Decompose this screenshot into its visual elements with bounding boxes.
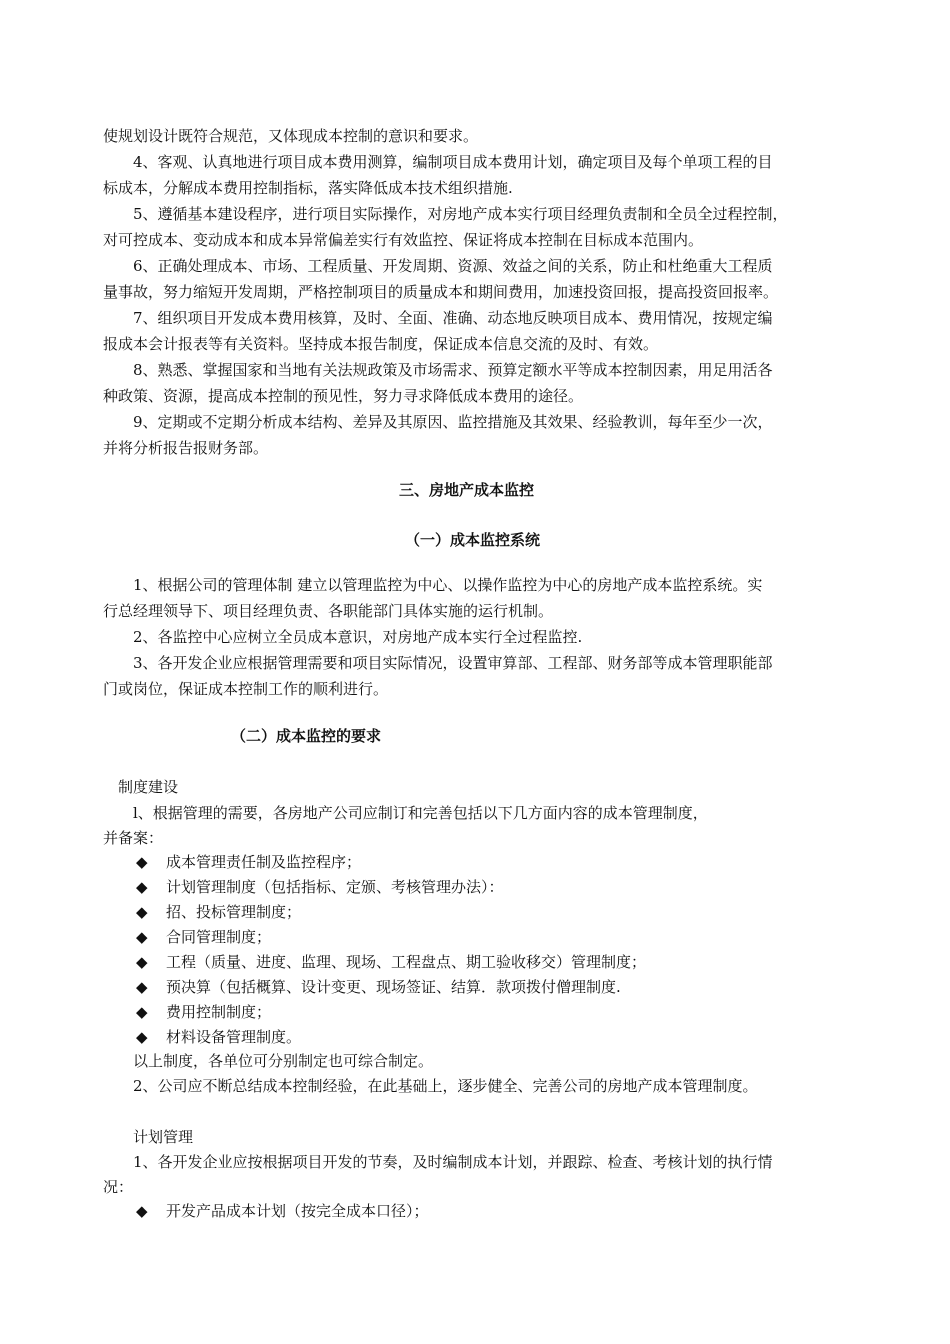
paragraph-line: 量事故，努力缩短开发周期，严格控制项目的质量成本和期间费用，加速投资回报，提高投资回报率。 bbox=[103, 283, 779, 301]
list-item: ◆ 工程（质量、进度、监理、现场、工程盘点、期工验收移交）管理制度； bbox=[136, 950, 646, 975]
paragraph-line: l、根据管理的需要，各房地产公司应制订和完善包括以下几方面内容的成本管理制度， bbox=[133, 804, 708, 822]
paragraph-line: 以上制度，各单位可分别制定也可综合制定。 bbox=[133, 1052, 434, 1070]
paragraph-line: 况： bbox=[103, 1178, 134, 1196]
list-item: ◆ 合同管理制度； bbox=[136, 925, 271, 950]
diamond-bullet-icon: ◆ bbox=[136, 1028, 148, 1046]
diamond-bullet-icon: ◆ bbox=[136, 878, 148, 896]
paragraph-line: 标成本，分解成本费用控制指标，落实降低成本技术组织措施. bbox=[103, 179, 513, 197]
diamond-bullet-icon: ◆ bbox=[136, 1003, 148, 1021]
paragraph-line: 门或岗位，保证成本控制工作的顺利进行。 bbox=[103, 680, 389, 698]
paragraph-line: 报成本会计报表等有关资料。坚持成本报告制度，保证成本信息交流的及时、有效。 bbox=[103, 335, 659, 353]
paragraph-line: 使规划设计既符合规范，又体现成本控制的意识和要求。 bbox=[103, 127, 479, 145]
list-item: ◆ 开发产品成本计划（按完全成本口径）； bbox=[136, 1199, 429, 1224]
paragraph-line: 1、各开发企业应按根据项目开发的节奏，及时编制成本计划，并跟踪、检查、考核计划的执行情 bbox=[133, 1153, 773, 1171]
diamond-bullet-icon: ◆ bbox=[136, 928, 148, 946]
diamond-bullet-icon: ◆ bbox=[136, 903, 148, 921]
subsection-heading: （二）成本监控的要求 bbox=[231, 727, 382, 745]
paragraph-line: 7、组织项目开发成本费用核算，及时、全面、准确、动态地反映项目成本、费用情况，按规定编 bbox=[133, 309, 773, 327]
subsection-label: 计划管理 bbox=[133, 1128, 194, 1146]
subsection-heading: （一）成本监控系统 bbox=[405, 531, 541, 549]
diamond-bullet-icon: ◆ bbox=[136, 853, 148, 871]
paragraph-line: 并备案： bbox=[103, 829, 164, 847]
paragraph-line: 4、客观、认真地进行项目成本费用测算，编制项目成本费用计划，确定项目及每个单项工程的目 bbox=[133, 153, 773, 171]
list-item: ◆ 费用控制制度； bbox=[136, 1000, 271, 1025]
paragraph-line: 5、遵循基本建设程序，进行项目实际操作，对房地产成本实行项目经理负责制和全员全过程控制， bbox=[133, 205, 788, 223]
paragraph-line: 9、定期或不定期分析成本结构、差异及其原因、监控措施及其效果、经验教训，每年至少一次， bbox=[133, 413, 773, 431]
paragraph-line: 行总经理领导下、项目经理负责、各职能部门具体实施的运行机制。 bbox=[103, 602, 554, 620]
paragraph-line: 2、公司应不断总结成本控制经验，在此基础上，逐步健全、完善公司的房地产成本管理制度。 bbox=[133, 1077, 758, 1095]
list-item: ◆ 材料设备管理制度。 bbox=[136, 1025, 301, 1050]
diamond-bullet-icon: ◆ bbox=[136, 978, 148, 996]
paragraph-line: 1、根据公司的管理体制 建立以管理监控为中心、以操作监控为中心的房地产成本监控系统。实 bbox=[133, 576, 763, 594]
diamond-bullet-icon: ◆ bbox=[136, 1202, 148, 1220]
paragraph-line: 3、各开发企业应根据管理需要和项目实际情况，设置审算部、工程部、财务部等成本管理职能部 bbox=[133, 654, 773, 672]
paragraph-line: 2、各监控中心应树立全员成本意识，对房地产成本实行全过程监控. bbox=[133, 628, 583, 646]
paragraph-line: 8、熟悉、掌握国家和当地有关法规政策及市场需求、预算定额水平等成本控制因素，用足用活各 bbox=[133, 361, 773, 379]
diamond-bullet-icon: ◆ bbox=[136, 953, 148, 971]
list-item: ◆ 成本管理责任制及监控程序； bbox=[136, 850, 361, 875]
paragraph-line: 6、正确处理成本、市场、工程质量、开发周期、资源、效益之间的关系，防止和杜绝重大工程质 bbox=[133, 257, 773, 275]
list-item: ◆ 预决算（包括概算、设计变更、现场签证、结算．款项拨付僧理制度. bbox=[136, 975, 621, 1000]
list-item: ◆ 招、投标管理制度； bbox=[136, 900, 301, 925]
subsection-label: 制度建设 bbox=[118, 778, 179, 796]
paragraph-line: 并将分析报告报财务部。 bbox=[103, 439, 269, 457]
section-heading: 三、房地产成本监控 bbox=[399, 481, 535, 499]
paragraph-line: 种政策、资源，提高成本控制的预见性，努力寻求降低成本费用的途径。 bbox=[103, 387, 584, 405]
paragraph-line: 对可控成本、变动成本和成本异常偏差实行有效监控、保证将成本控制在目标成本范围内。 bbox=[103, 231, 704, 249]
list-item: ◆ 计划管理制度（包括指标、定颁、考核管理办法）： bbox=[136, 875, 504, 900]
